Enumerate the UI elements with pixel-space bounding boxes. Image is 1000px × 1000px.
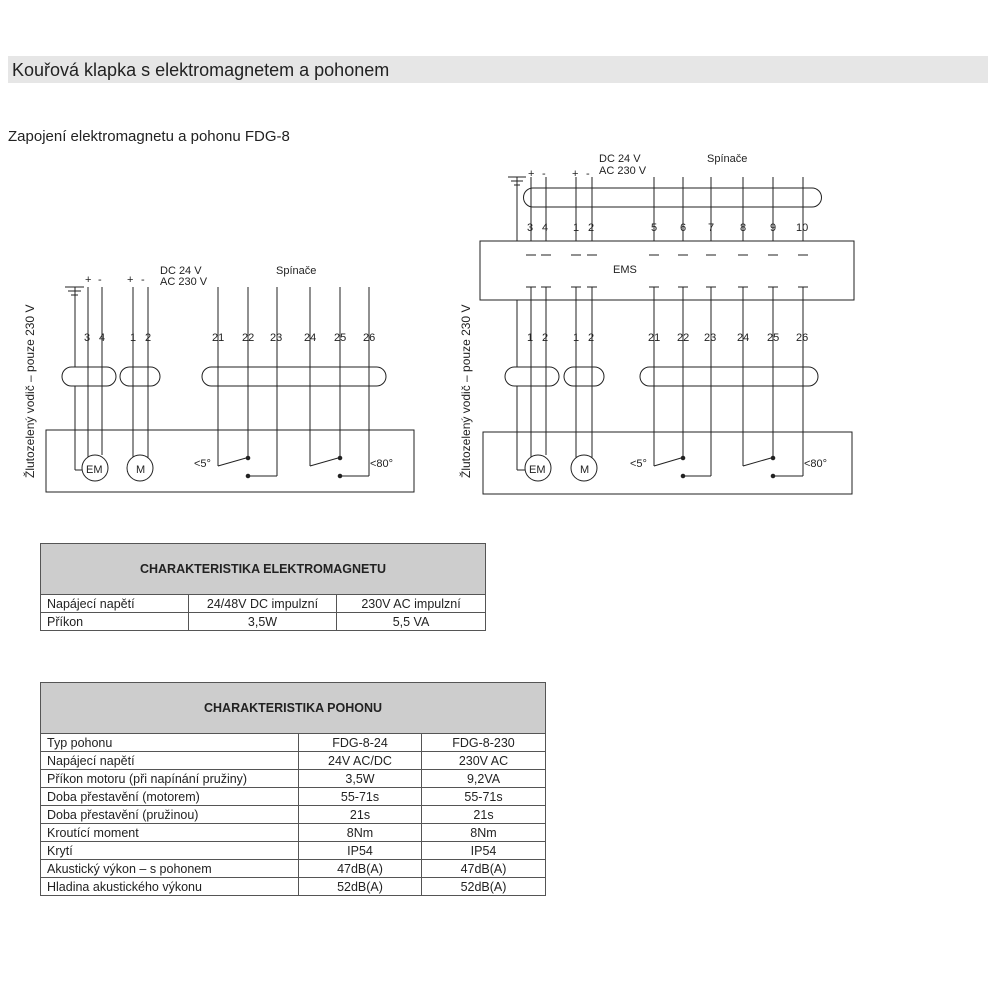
drive-spec-table: [40, 682, 546, 896]
left-angle-low: <5°: [194, 458, 211, 470]
left-supply-dc: DC 24 V: [160, 265, 202, 277]
table-cell: 52dB(A): [422, 878, 546, 896]
cable-sleeve: [640, 367, 818, 386]
table-row: [41, 752, 546, 770]
table-cell: 21s: [299, 806, 422, 824]
left-switches-label: Spínače: [276, 265, 317, 277]
right-bottom-terminal: 2: [588, 332, 595, 344]
cable-sleeve: [62, 367, 116, 386]
table-row: [41, 595, 486, 613]
table-cell: 24/48V DC impulzní: [189, 595, 337, 613]
table-cell: Hladina akustického výkonu: [41, 878, 299, 896]
table-row: [41, 788, 546, 806]
right-bottom-terminal: 25: [767, 332, 780, 344]
right-top-terminal: 1: [573, 222, 580, 234]
left-terminal: 25: [334, 332, 347, 344]
table-cell: Akustický výkon – s pohonem: [41, 860, 299, 878]
left-terminal: 23: [270, 332, 283, 344]
left-side-label: Žlutozelený vodič – pouze 230 V: [23, 304, 37, 478]
left-plus-m: +: [127, 274, 134, 286]
right-angle-high: <80°: [804, 458, 828, 470]
table-cell: 230V AC: [422, 752, 546, 770]
table-cell: 9,2VA: [422, 770, 546, 788]
table-cell: Typ pohonu: [41, 734, 299, 752]
table-title: CHARAKTERISTIKA POHONU: [41, 683, 546, 734]
table-header-row: [41, 683, 546, 734]
table-cell: IP54: [422, 842, 546, 860]
left-terminal: 21: [212, 332, 225, 344]
left-wiring-diagram: [22, 265, 414, 492]
right-top-terminal: 4: [542, 222, 549, 234]
ground-icon: [508, 177, 526, 470]
table-cell: 47dB(A): [422, 860, 546, 878]
right-bottom-terminal: 23: [704, 332, 717, 344]
right-top-terminal: 6: [680, 222, 687, 234]
right-bottom-terminal: 1: [527, 332, 534, 344]
table-cell: 8Nm: [422, 824, 546, 842]
right-top-terminal: 7: [708, 222, 715, 234]
table-cell: IP54: [299, 842, 422, 860]
left-em-label: EM: [86, 464, 103, 476]
page-title: Kouřová klapka s elektromagnetem a pohonem: [12, 60, 390, 80]
table-cell: 21s: [422, 806, 546, 824]
left-angle-high: <80°: [370, 458, 394, 470]
right-minus-top2: -: [586, 168, 590, 180]
table-header-row: [41, 544, 486, 595]
diagram-subtitle: Zapojení elektromagnetu a pohonu FDG-8: [8, 128, 290, 145]
left-plus-em: +: [85, 274, 92, 286]
cable-sleeve: [120, 367, 160, 386]
right-em-label: EM: [529, 464, 546, 476]
table-cell: 47dB(A): [299, 860, 422, 878]
table-cell: FDG-8-24: [299, 734, 422, 752]
table-cell: FDG-8-230: [422, 734, 546, 752]
right-switches-label: Spínače: [707, 153, 748, 165]
table-cell: 55-71s: [299, 788, 422, 806]
right-bottom-terminal: 26: [796, 332, 809, 344]
table-row: [41, 878, 546, 896]
right-angle-low: <5°: [630, 458, 647, 470]
right-bottom-terminal: 21: [648, 332, 661, 344]
right-top-terminal: 2: [588, 222, 595, 234]
table-row: [41, 770, 546, 788]
left-terminal: 3: [84, 332, 91, 344]
right-supply-ac: AC 230 V: [599, 165, 647, 177]
table-cell: Kroutící moment: [41, 824, 299, 842]
table-cell: Doba přestavění (pružinou): [41, 806, 299, 824]
right-plus-top: +: [528, 168, 535, 180]
right-bottom-terminal: 2: [542, 332, 549, 344]
right-top-terminal: 10: [796, 222, 809, 234]
left-terminal: 22: [242, 332, 255, 344]
table-cell: 230V AC impulzní: [337, 595, 486, 613]
table-title: CHARAKTERISTIKA ELEKTROMAGNETU: [41, 544, 486, 595]
table-cell: 8Nm: [299, 824, 422, 842]
left-minus-m: -: [141, 274, 145, 286]
table-row: [41, 806, 546, 824]
left-supply-ac: AC 230 V: [160, 276, 208, 288]
right-side-label: Žlutozelený vodič – pouze 230 V: [459, 304, 473, 478]
left-m-label: M: [136, 464, 146, 476]
left-terminal: 26: [363, 332, 376, 344]
table-cell: Doba přestavění (motorem): [41, 788, 299, 806]
table-cell: Příkon motoru (při napínání pružiny): [41, 770, 299, 788]
table-cell: 52dB(A): [299, 878, 422, 896]
left-terminal: 2: [145, 332, 152, 344]
left-minus-em: -: [98, 274, 102, 286]
electromagnet-spec-table: [40, 543, 486, 631]
table-cell: 3,5W: [299, 770, 422, 788]
right-bottom-terminal: 24: [737, 332, 750, 344]
ems-label: EMS: [613, 264, 637, 276]
left-terminal: 24: [304, 332, 317, 344]
table-row: [41, 613, 486, 631]
table-cell: Napájecí napětí: [41, 595, 189, 613]
table-cell: 5,5 VA: [337, 613, 486, 631]
right-minus-top: -: [542, 168, 546, 180]
right-bottom-terminal: 1: [573, 332, 580, 344]
table-cell: 55-71s: [422, 788, 546, 806]
right-top-terminal: 3: [527, 222, 534, 234]
ems-module: [480, 241, 854, 300]
right-wiring-diagram: [458, 153, 854, 494]
table-row: [41, 860, 546, 878]
cable-sleeve: [505, 367, 559, 386]
table-row: [41, 734, 546, 752]
table-cell: Krytí: [41, 842, 299, 860]
right-top-terminal: 5: [651, 222, 658, 234]
left-terminal: 4: [99, 332, 106, 344]
table-cell: 24V AC/DC: [299, 752, 422, 770]
table-row: [41, 824, 546, 842]
left-terminal: 1: [130, 332, 137, 344]
right-plus-top2: +: [572, 168, 579, 180]
right-top-terminal: 8: [740, 222, 747, 234]
right-top-terminal: 9: [770, 222, 777, 234]
table-cell: Napájecí napětí: [41, 752, 299, 770]
cable-sleeve: [564, 367, 604, 386]
right-bottom-terminal: 22: [677, 332, 690, 344]
cable-sleeve: [202, 367, 386, 386]
table-cell: Příkon: [41, 613, 189, 631]
table-row: [41, 842, 546, 860]
right-supply-dc: DC 24 V: [599, 153, 641, 165]
table-cell: 3,5W: [189, 613, 337, 631]
right-m-label: M: [580, 464, 590, 476]
